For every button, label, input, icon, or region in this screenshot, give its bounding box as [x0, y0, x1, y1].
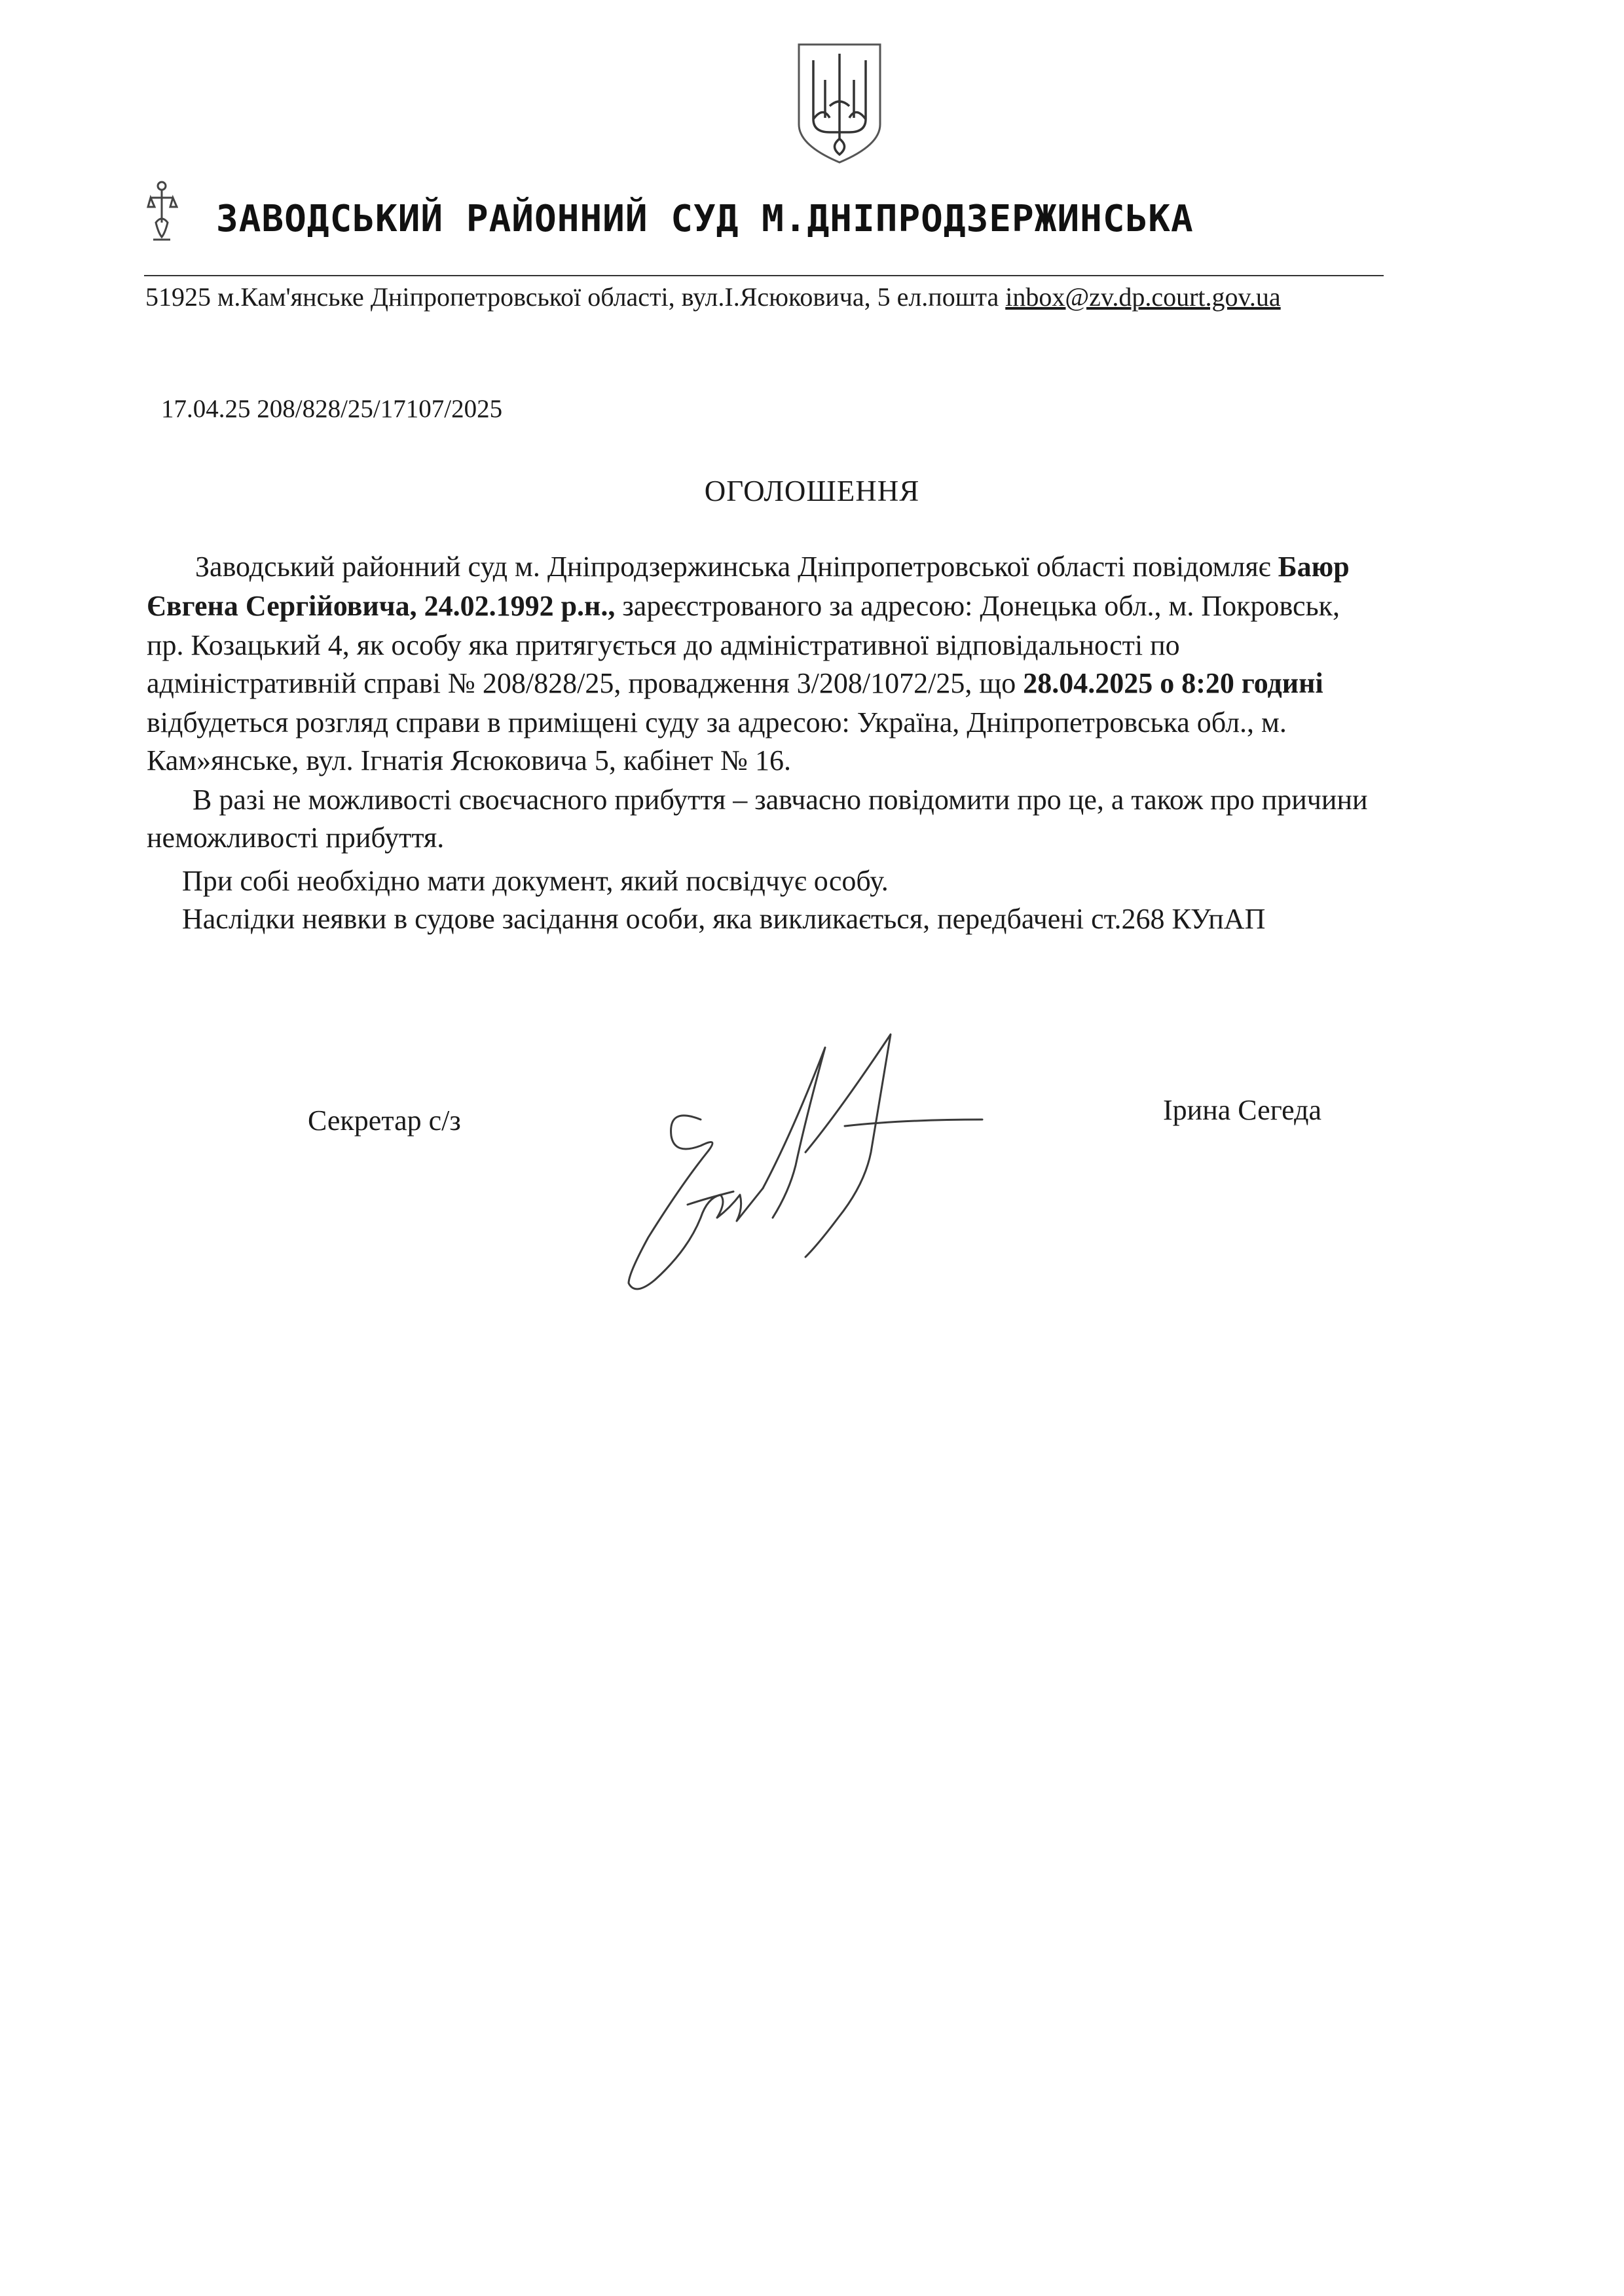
email-link[interactable]: inbox@zv.dp.court.gov.ua — [1005, 282, 1281, 312]
hearing-datetime: 28.04.2025 о 8:20 годині — [1023, 667, 1323, 699]
body-line-5: відбудеться розгляд справи в приміщені суду за адресою: Україна, Дніпропетровська обл., м. — [147, 706, 1287, 738]
document-title: ОГОЛОШЕННЯ — [704, 475, 920, 507]
body-line-6: Кам»янське, вул. Ігнатія Ясюковича 5, кабінет № 16. — [147, 744, 791, 776]
body-line-9: При собі необхідно мати документ, який посвідчує особу. — [182, 865, 889, 897]
body-line-2 — [147, 589, 1340, 623]
body-text: зареєстрованого за адресою: Донецька обл., м. Покровськ, — [615, 590, 1340, 622]
handwritten-signature — [609, 1021, 1015, 1303]
court-title: ЗАВОДСЬКИЙ РАЙОННИЙ СУД М.ДНІПРОДЗЕРЖИНСЬКА — [216, 198, 1194, 240]
body-text: Заводський районний суд м. Дніпродзержинська Дніпропетровської області повідомляє — [195, 551, 1278, 583]
body-line-8: неможливості прибуття. — [147, 822, 445, 854]
reference-number: 17.04.25 208/828/25/17107/2025 — [161, 395, 503, 423]
body-line-3: пр. Козацький 4, як особу яка притягується до адміністративної відповідальності по — [147, 629, 1180, 661]
header-divider — [144, 275, 1384, 276]
address-text: 51925 м.Кам'янське Дніпропетровської області, вул.І.Ясюковича, 5 ел.пошта — [145, 282, 1006, 312]
person-name-dob: Євгена Сергійовича, 24.02.1992 р.н., — [147, 590, 616, 622]
body-line-4 — [147, 666, 1323, 700]
body-line-10: Наслідки неявки в судове засідання особи, яка викликається, передбачені ст.268 КУпАП — [182, 903, 1266, 935]
signatory-role: Секретар с/з — [308, 1104, 461, 1137]
body-line-7: В разі не можливості своєчасного прибуття – завчасно повідомити про це, а також про причини — [193, 784, 1368, 816]
person-surname: Баюр — [1278, 551, 1350, 583]
body-line-1 — [195, 550, 1350, 583]
body-text: адміністративній справі № 208/828/25, провадження 3/208/1072/25, що — [147, 667, 1024, 699]
coat-of-arms-icon — [794, 41, 885, 165]
signatory-name: Ірина Сегеда — [1163, 1094, 1322, 1126]
themis-icon — [145, 177, 178, 242]
court-address — [145, 282, 1521, 312]
